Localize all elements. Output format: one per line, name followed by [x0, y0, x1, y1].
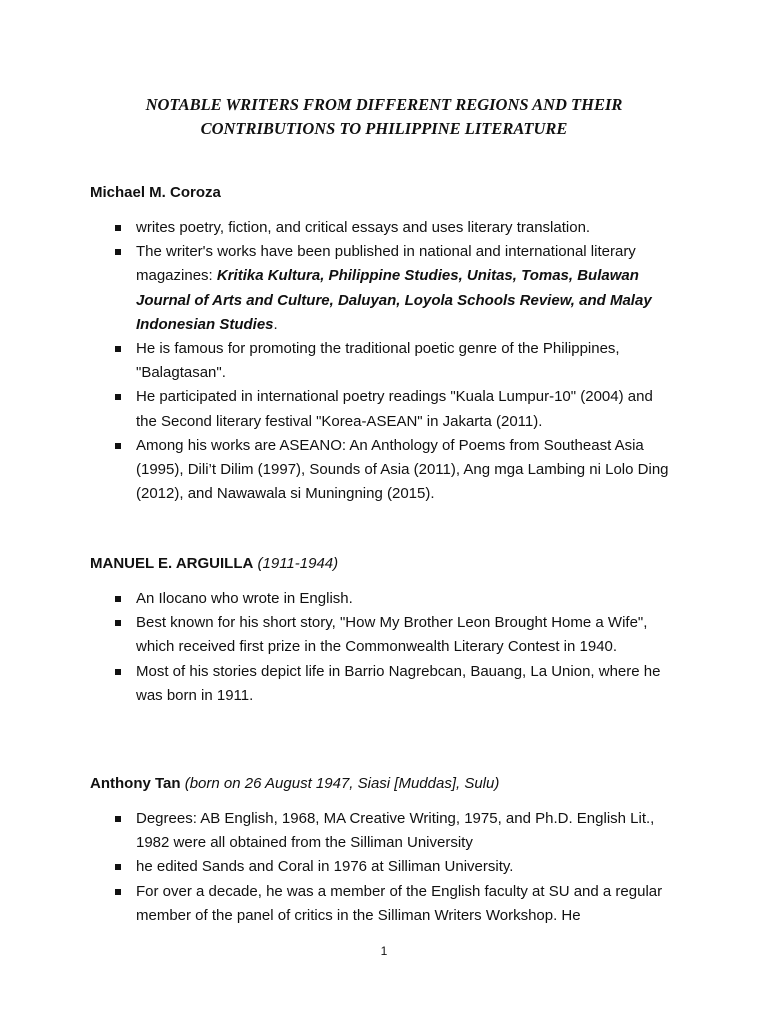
- writer-bullet-list-tan: [0, 807, 676, 928]
- square-bullet-icon: [115, 443, 121, 449]
- writer-name: Anthony Tan: [90, 775, 181, 792]
- square-bullet-icon: [115, 596, 121, 602]
- writer-name: MANUEL E. ARGUILLA: [90, 555, 254, 572]
- list-item: [0, 587, 676, 611]
- list-item: [0, 385, 676, 433]
- square-bullet-icon: [115, 394, 121, 400]
- writer-heading-arguilla: [90, 553, 338, 575]
- bullet-text: Degrees: AB English, 1968, MA Creative Writing, 1975, and Ph.D. English Lit., 1982 were all obtained from the Silliman University: [136, 810, 655, 852]
- square-bullet-icon: [115, 864, 121, 870]
- list-item: [0, 434, 676, 507]
- bullet-text: Among his works are ASEANO: An Anthology of Poems from Southeast Asia (1995), Dili’t Dilim (1997), Sounds of Asia (2011), Ang mga Lambing ni Lolo Ding (2012), and Nawawala si Muningning (2015).: [136, 436, 669, 503]
- bullet-text: He is famous for promoting the traditional poetic genre of the Philippines, "Balagtasan".: [136, 340, 620, 382]
- document-title-line-1: NOTABLE WRITERS FROM DIFFERENT REGIONS AND THEIR: [145, 95, 623, 114]
- square-bullet-icon: [115, 346, 121, 352]
- list-item: [0, 807, 676, 855]
- bullet-text: An Ilocano who wrote in English.: [136, 590, 353, 607]
- square-bullet-icon: [115, 225, 121, 231]
- list-item: [0, 880, 676, 928]
- bullet-text: he edited Sands and Coral in 1976 at Silliman University.: [136, 858, 514, 876]
- bullet-text: Best known for his short story, "How My Brother Leon Brought Home a Wife", which received first prize in the Commonwealth Literary Contest in 1940.: [136, 614, 648, 656]
- writer-dates: (1911-1944): [257, 555, 339, 572]
- page-number: 1: [380, 944, 388, 958]
- list-item: [0, 611, 676, 659]
- writer-birth-info: (born on 26 August 1947, Siasi [Muddas], Sulu): [184, 775, 500, 792]
- square-bullet-icon: [115, 889, 121, 895]
- writer-heading-tan: [90, 773, 499, 795]
- writer-heading-coroza: [90, 182, 221, 204]
- square-bullet-icon: [115, 816, 121, 822]
- list-item: [0, 216, 676, 240]
- bullet-text: The writer's works have been published in national and international literary magazines:: [136, 243, 636, 285]
- bullet-text: writes poetry, fiction, and critical essays and uses literary translation.: [136, 219, 591, 236]
- bullet-text: Most of his stories depict life in Barrio Nagrebcan, Bauang, La Union, where he was born in 1911.: [136, 662, 661, 704]
- square-bullet-icon: [115, 620, 121, 626]
- list-item: [0, 240, 676, 337]
- list-item: [0, 337, 676, 385]
- writer-bullet-list-coroza: [0, 216, 676, 506]
- list-item: [0, 660, 676, 708]
- writer-name: Michael M. Coroza: [90, 184, 221, 201]
- bullet-text-end: .: [273, 315, 278, 333]
- magazine-list: Kritika Kultura, Philippine Studies, Unitas, Tomas, Bulawan Journal of Arts and Culture, Daluyan, Loyola Schools Review, and Malay Indonesian Studies: [136, 267, 652, 333]
- square-bullet-icon: [115, 249, 121, 255]
- document-title: [0, 93, 768, 141]
- square-bullet-icon: [115, 669, 121, 675]
- bullet-text: For over a decade, he was a member of the English faculty at SU and a regular member of the panel of critics in the Silliman Writers Workshop. He: [136, 882, 663, 924]
- list-item: [0, 855, 676, 879]
- bullet-text: He participated in international poetry readings "Kuala Lumpur-10" (2004) and the Second literary festival "Korea-ASEAN" in Jakarta (2011).: [136, 388, 653, 430]
- writer-bullet-list-arguilla: [0, 587, 676, 708]
- document-title-line-2: CONTRIBUTIONS TO PHILIPPINE LITERATURE: [200, 119, 568, 138]
